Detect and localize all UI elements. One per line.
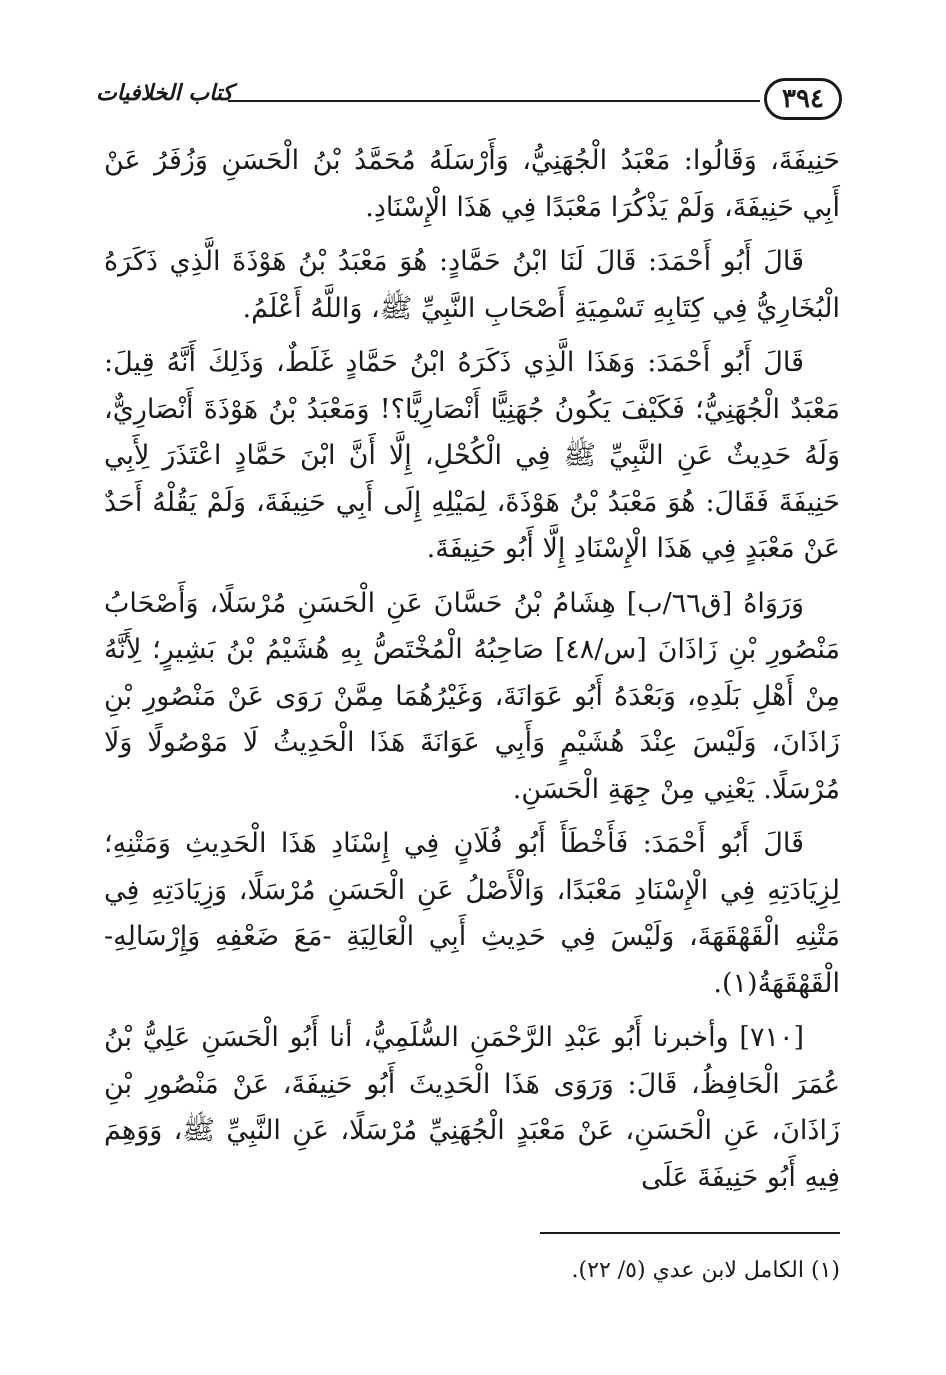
paragraph: قَالَ أَبُو أَحْمَدَ: فَأَخْطَأَ أَبُو فُلَانٍ فِي إِسْنَادِ هَذَا الْحَدِيثِ وَمَتْنِهِ؛ لِزِيَادَتِهِ فِي الْإِسْنَادِ مَعْبَدًا، وَالْأَصْلُ عَنِ الْحَسَنِ مُرْسَلًا، وَزِيَادَتِهِ فِي مَتْنِهِ الْقَهْقَهَةَ، وَلَيْسَ فِي حَدِيثِ أَبِي الْعَالِيَةِ -مَعَ ضَعْفِهِ وَإِرْسَالِهِ- الْقَهْقَهَةُ(١). [104, 828, 840, 999]
paragraph: وَرَوَاهُ [ق٦٦/ب] هِشَامُ بْنُ حَسَّانَ عَنِ الْحَسَنِ مُرْسَلًا، وَأَصْحَابُ مَنْصُورِ بْنِ زَاذَانَ [س/٤٨] صَاحِبُهُ الْمُخْتَصُّ بِهِ هُشَيْمُ بْنُ بَشِيرٍ؛ لِأَنَّهُ مِنْ أَهْلِ بَلَدِهِ، وَبَعْدَهُ أَبُو عَوَانَةَ، وَغَيْرُهُمَا مِمَّنْ رَوَى عَنْ مَنْصُورِ بْنِ زَاذَانَ، وَلَيْسَ عِنْدَ هُشَيْمٍ وَأَبِي عَوَانَةَ هَذَا الْحَدِيثُ لَا مَوْصُولًا وَلَا مُرْسَلًا. يَعْنِي مِنْ جِهَةِ الْحَسَنِ. [104, 587, 841, 805]
page-header [96, 78, 842, 128]
footnote: (١) الكامل لابن عدي (٥/ ٢٢). [571, 1258, 840, 1283]
running-title: كتاب الخلافيات [96, 80, 233, 106]
footnote-divider [540, 1232, 840, 1234]
paragraph: قَالَ أَبُو أَحْمَدَ: وَهَذَا الَّذِي ذَكَرَهُ ابْنُ حَمَّادٍ غَلَطٌ، وَذَلِكَ أَنَّهُ قِيلَ: مَعْبَدٌ الْجُهَنِيُّ؛ فَكَيْفَ يَكُونُ جُهَنِيًّا أَنْصَارِيًّا؟! وَمَعْبَدُ بْنُ هَوْذَةَ أَنْصَارِيٌّ، وَلَهُ حَدِيثٌ عَنِ النَّبِيِّ ﷺ فِي الْكُحْلِ، إِلَّا أَنَّ ابْنَ حَمَّادٍ اعْتَذَرَ لِأَبِي حَنِيفَةَ فَقَالَ: هُوَ مَعْبَدُ بْنُ هَوْذَةَ، لِمَيْلِهِ إِلَى أَبِي حَنِيفَةَ، وَلَمْ يَقُلْهُ أَحَدٌ عَنْ مَعْبَدٍ فِي هَذَا الْإِسْنَادِ إِلَّا أَبُو حَنِيفَةَ. [104, 347, 840, 564]
page-number: ٣٩٤ [764, 78, 842, 120]
paragraph: حَنِيفَةَ، وَقَالُوا: مَعْبَدُ الْجُهَنِيُّ، وَأَرْسَلَهُ مُحَمَّدُ بْنُ الْحَسَنِ وَزُفَرُ عَنْ أَبِي حَنِيفَةَ، وَلَمْ يَذْكُرَا مَعْبَدًا فِي هَذَا الْإِسْنَادِ. [104, 145, 840, 223]
paragraph: [٧١٠] وأخبرنا أَبُو عَبْدِ الرَّحْمَنِ السُّلَمِيُّ، أنا أَبُو الْحَسَنِ عَلِيُّ بْنُ عُمَرَ الْحَافِظُ، قَالَ: وَرَوَى هَذَا الْحَدِيثَ أَبُو حَنِيفَةَ، عَنْ مَنْصُورِ بْنِ زَاذَانَ، عَنِ الْحَسَنِ، عَنْ مَعْبَدٍ الْجُهَنِيِّ مُرْسَلًا، عَنِ النَّبِيِّ ﷺ، وَوَهِمَ فِيهِ أَبُو حَنِيفَةَ عَلَى [104, 1022, 840, 1193]
paragraph: قَالَ أَبُو أَحْمَدَ: قَالَ لَنَا ابْنُ حَمَّادٍ: هُوَ مَعْبَدُ بْنُ هَوْذَةَ الَّذِي ذَكَرَهُ الْبُخَارِيُّ فِي كِتَابِهِ تَسْمِيَةِ أَصْحَابِ النَّبِيِّ ﷺ، وَاللَّهُ أَعْلَمُ. [104, 246, 840, 324]
header-divider [228, 100, 760, 102]
main-text [104, 138, 840, 1209]
